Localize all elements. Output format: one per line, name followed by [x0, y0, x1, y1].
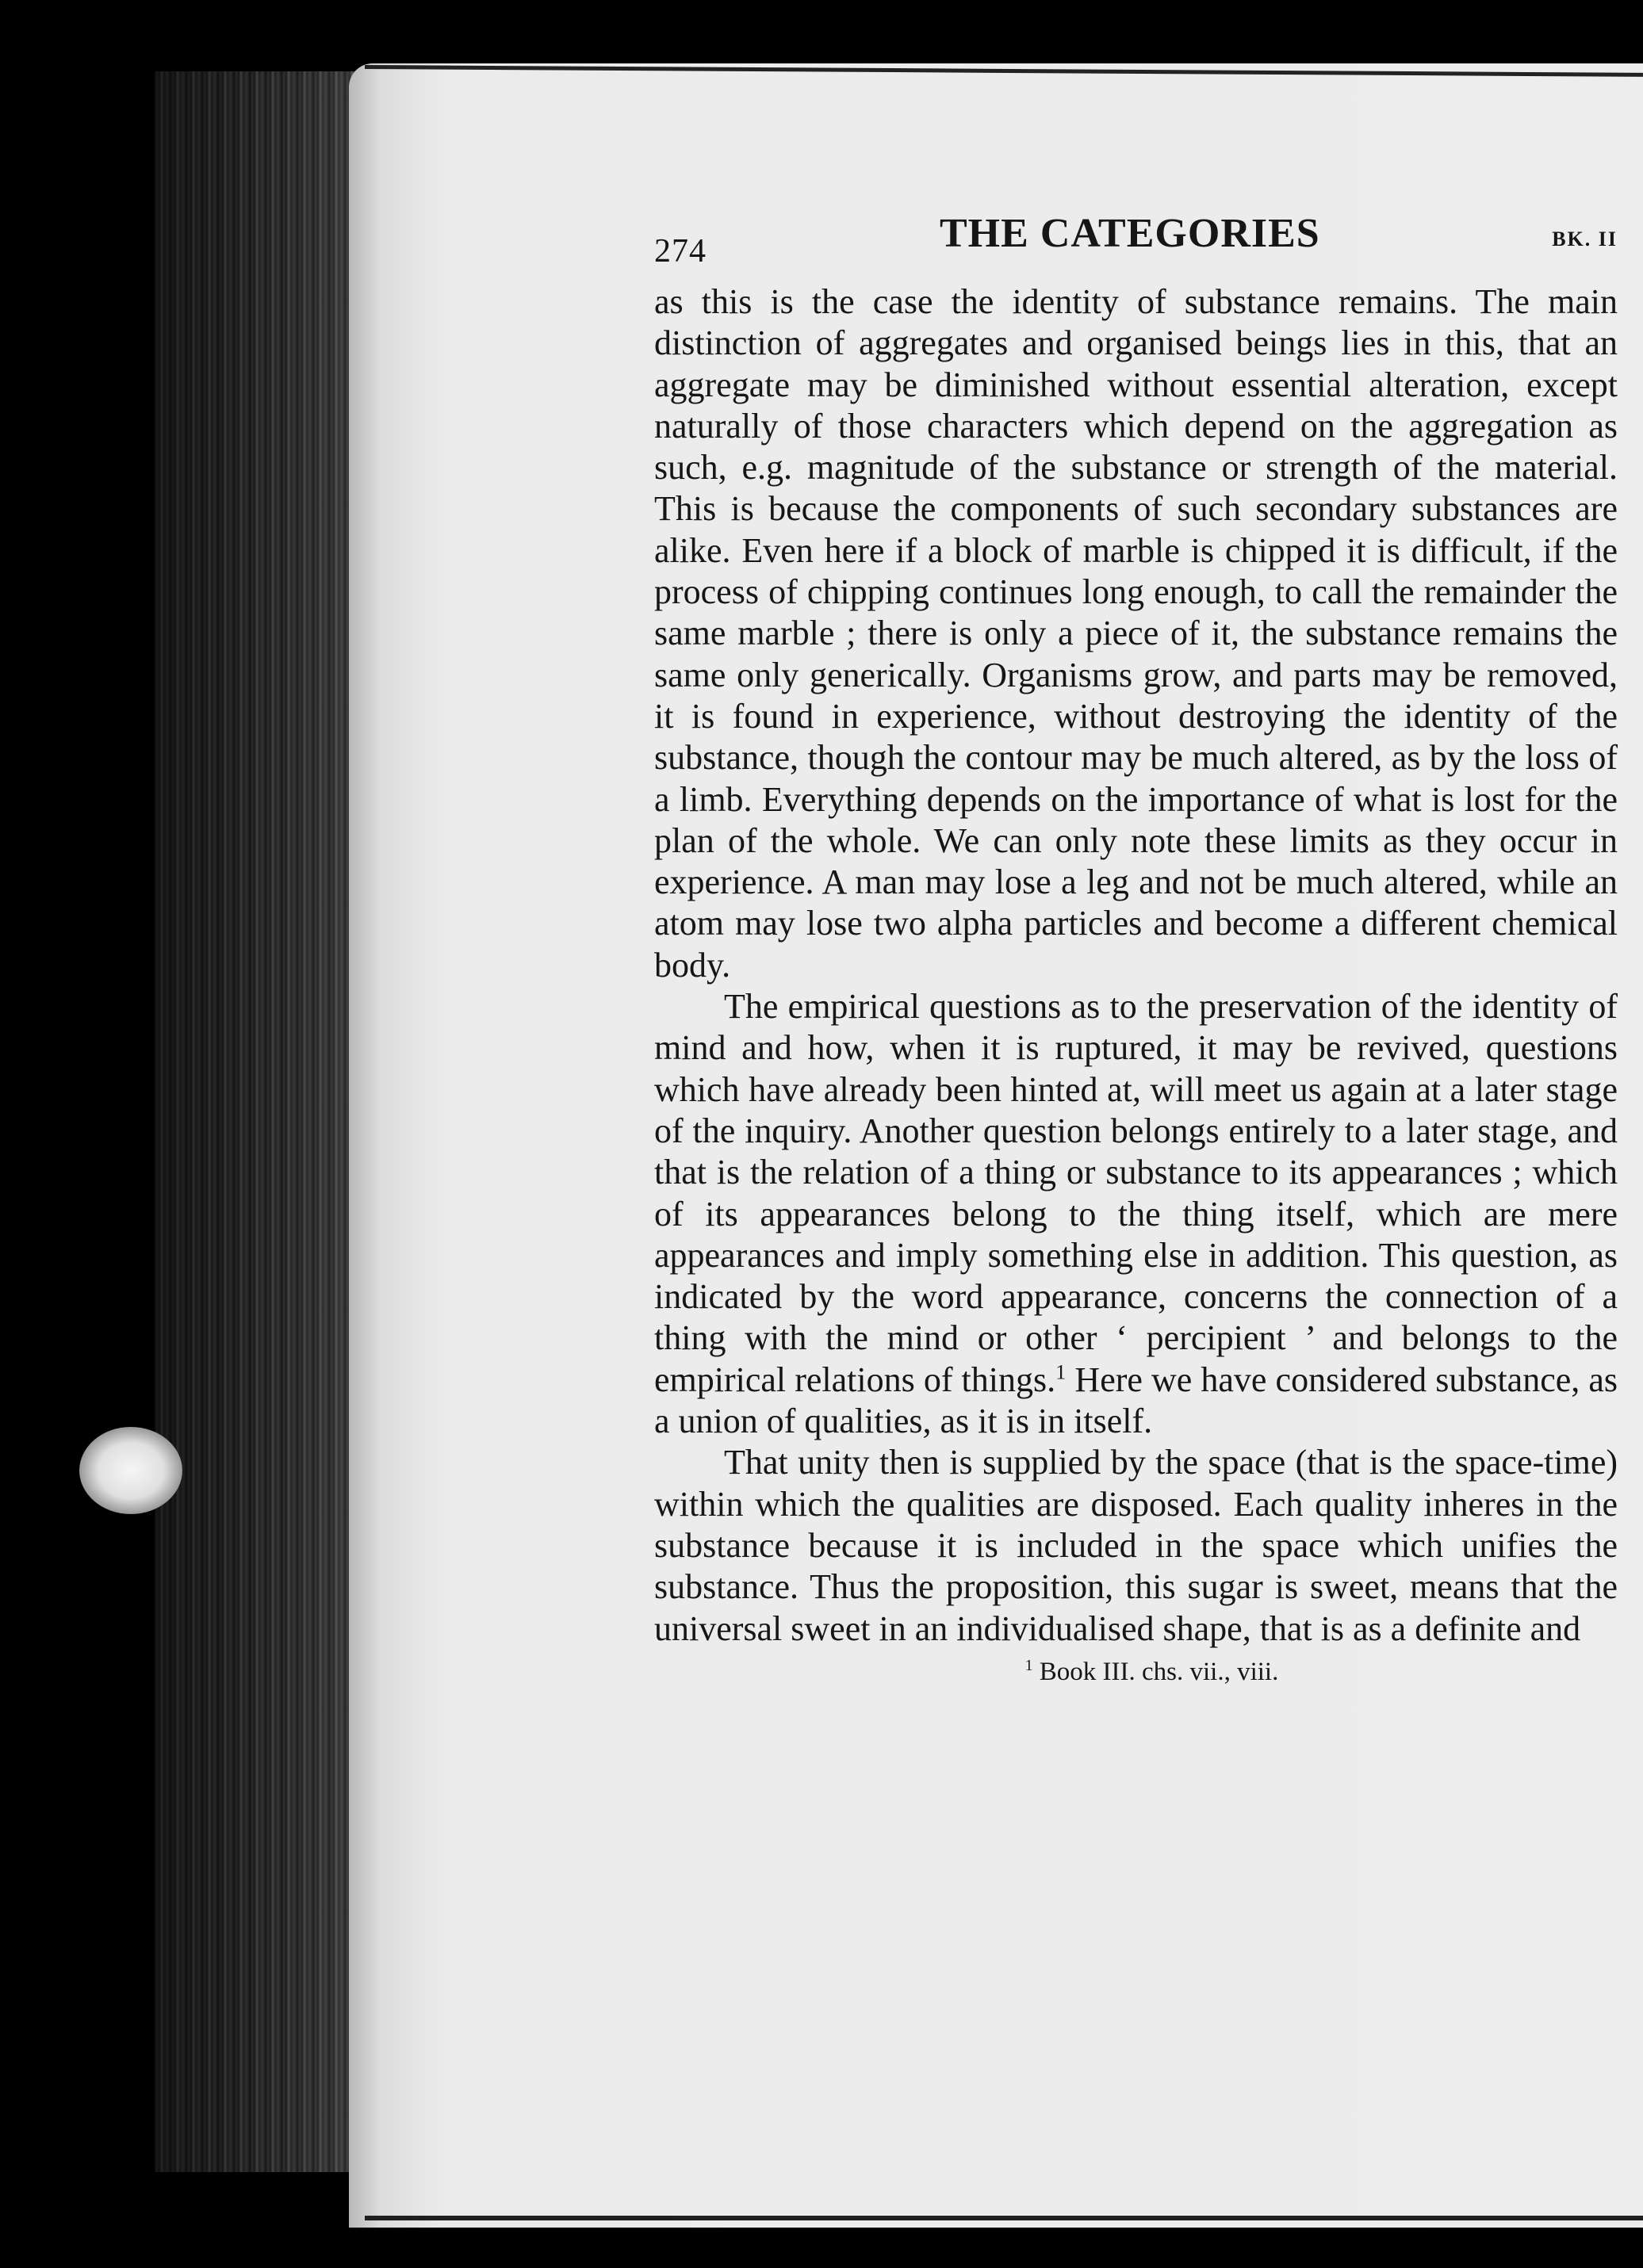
page-text-block [654, 210, 1618, 1687]
book-marker: BK. II [1552, 228, 1618, 251]
running-title: THE CATEGORIES [940, 211, 1320, 256]
footnote-marker: 1 [1024, 1656, 1033, 1674]
body-text [654, 281, 1618, 1650]
bottom-page-border [365, 2216, 1643, 2220]
page-edge-shadow [155, 71, 369, 2172]
page-number: 274 [654, 233, 707, 270]
paragraph-text: The empirical questions as to the preservation of the identity of mind and how, when it is ruptured, it may be revived, questions which have already been hinted at, will meet us again at a later stage of the inquiry. Another question belongs entirely to a later stage, and that is the relation of a thing or substance to its appearances ; which of its appearances belong to the thing itself, which are mere appearances and imply something else in addition. This question, as indicated by the word appearance, concerns the connection of a thing with the mind or other ‘ percipient ’ and belongs to the empirical relations of things. [654, 987, 1618, 1399]
paragraph: as this is the case the identity of substance remains. The main distinction of aggregates and organised beings lies in this, that an aggregate may be diminished without essential alteration, except naturally of those characters which depend on the aggregation as such, e.g. magnitude of the substance or strength of the material. This is because the components of such secondary substances are alike. Even here if a block of marble is chipped it is difficult, if the process of chipping continues long enough, to call the remainder the same marble ; there is only a piece of it, the substance remains the same only generically. Organisms grow, and parts may be removed, it is found in experience, without destroying the identity of the substance, though the contour may be much altered, as by the loss of a limb. Everything depends on the importance of what is lost for the plan of the whole. We can only note these limits as they occur in experience. A man may lose a leg and not be much altered, while an atom may lose two alpha particles and become a different chemical body. [654, 282, 1618, 985]
paper-tear-mark [79, 1427, 182, 1514]
footnote-text: Book III. chs. vii., viii. [1039, 1657, 1279, 1686]
running-head [654, 210, 1618, 281]
footnote [654, 1658, 1618, 1687]
paragraph-text: Here we have considered substance, as a union of qualities, as it is in itself. [654, 1360, 1618, 1441]
paragraph: That unity then is supplied by the space (that is the space-time) within which the qualities are disposed. Each quality inheres in the substance because it is included in the space which unifies the substance. Thus the proposition, this sugar is sweet, means that the universal sweet in an individualised shape, that is as a definite and [654, 1443, 1618, 1648]
paragraph [654, 986, 1618, 1442]
footnote-reference: 1 [1055, 1360, 1067, 1384]
